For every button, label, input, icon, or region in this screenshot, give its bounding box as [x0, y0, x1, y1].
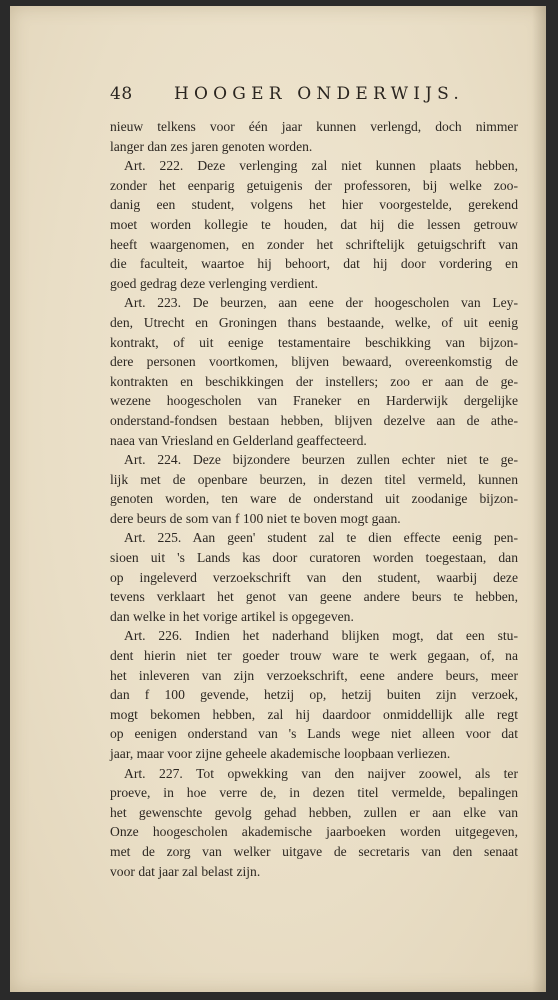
text-line: danig een student, volgens het hier voorgestelde, gerekend [110, 197, 518, 213]
text-line: dent hierin niet ter goeder trouw ware te werk gegaan, of, na [110, 648, 518, 664]
page-header [110, 84, 465, 106]
page-spine-shadow [532, 6, 546, 992]
text-line: nieuw telkens voor één jaar kunnen verlengd, doch nimmer [110, 119, 518, 134]
text-line: dan f 100 gevende, hetzij op, hetzij buiten zijn verzoek, [110, 687, 518, 703]
running-title: HOOGER ONDERWIJS. [174, 84, 465, 104]
text-line: het gewenschte gevolg gehad hebben, zullen er aan elke van [110, 804, 518, 820]
text-line: met de zorg van welker uitgave de secretaris van den senaat [110, 843, 518, 859]
text-line: onderstand-fondsen bestaan hebben, blijven dezelve aan de athe- [110, 412, 518, 428]
text-line: Onze hoogescholen akademische jaarboeken worden uitgegeven, [110, 824, 518, 840]
text-line: heeft waargenomen, en zonder het schriftelijk getuigschrift van [110, 236, 518, 252]
text-line: Art. 224. Deze bijzondere beurzen zullen echter niet te ge- [124, 452, 518, 468]
text-line: naea van Vriesland en Gelderland geaffecteerd. [110, 432, 367, 448]
text-line: kontrakt, of uit eenige testamentaire beschikking van bijzon- [110, 334, 518, 350]
text-line: langer dan zes jaren genoten worden. [110, 138, 313, 154]
text-line: Art. 225. Aan geen' student zal te dien effecte eenig pen- [124, 530, 518, 546]
text-line: Art. 223. De beurzen, aan eene der hoogescholen van Ley- [124, 295, 518, 311]
text-line: die faculteit, waartoe hij behoort, dat hij door vordering en [110, 256, 518, 272]
text-line: voor dat jaar zal belast zijn. [110, 863, 261, 879]
text-line: sioen uit 's Lands kas door curatoren worden toegestaan, dan [110, 550, 518, 566]
text-line: goed gedrag deze verlenging verdient. [110, 275, 318, 291]
text-line: dere personen voortkomen, blijven bewaard, overeenkomstig de [110, 354, 518, 370]
text-line: proeve, in hoe verre de, in dezen titel vermelde, bepalingen [110, 785, 518, 801]
text-line: het inleveren van zijn verzoekschrift, eene andere beurs, meer [110, 667, 518, 683]
page-number: 48 [110, 84, 133, 104]
text-line: den, Utrecht en Groningen thans bestaande, welke, of uit eenig [110, 314, 518, 330]
text-line: Art. 222. Deze verlenging zal niet kunnen plaats hebben, [124, 158, 518, 174]
text-line: dere beurs de som van f 100 niet te boven mogt gaan. [110, 510, 401, 526]
text-line: kontrakten en beschikkingen der instellers; zoo er aan de ge- [110, 373, 518, 389]
text-line: genoten worden, ten ware de onderstand uit zoodanige bijzon- [110, 491, 518, 507]
text-line: op eenigen onderstand van 's Lands wege niet alleen voor dat [110, 726, 518, 742]
text-line: dan welke in het vorige artikel is opgegeven. [110, 608, 354, 624]
text-line: tevens verklaart het genot van geene andere beurs te hebben, [110, 589, 518, 605]
text-line: wezene hoogescholen van Franeker en Harderwijk dergelijke [110, 393, 518, 409]
text-line: moet worden kollegie te houden, dat hij die lessen getrouw [110, 216, 518, 232]
text-line: lijk met de openbare beurzen, in dezen titel vermeld, kunnen [110, 471, 518, 487]
text-line: Art. 227. Tot opwekking van den naijver zoowel, als ter [124, 765, 518, 781]
body-text [110, 117, 518, 881]
text-line: Art. 226. Indien het naderhand blijken mogt, dat een stu- [124, 628, 518, 644]
text-line: zonder het eenparig getuigenis der professoren, bij welke zoo- [110, 177, 518, 193]
text-line: jaar, maar voor zijne geheele akademische loopbaan verliezen. [110, 746, 451, 761]
text-line: op ingeleverd verzoekschrift van den student, waarbij deze [110, 569, 518, 585]
text-line: mogt bekomen hebben, zal hij daardoor onmiddellijk alle regt [110, 706, 518, 722]
